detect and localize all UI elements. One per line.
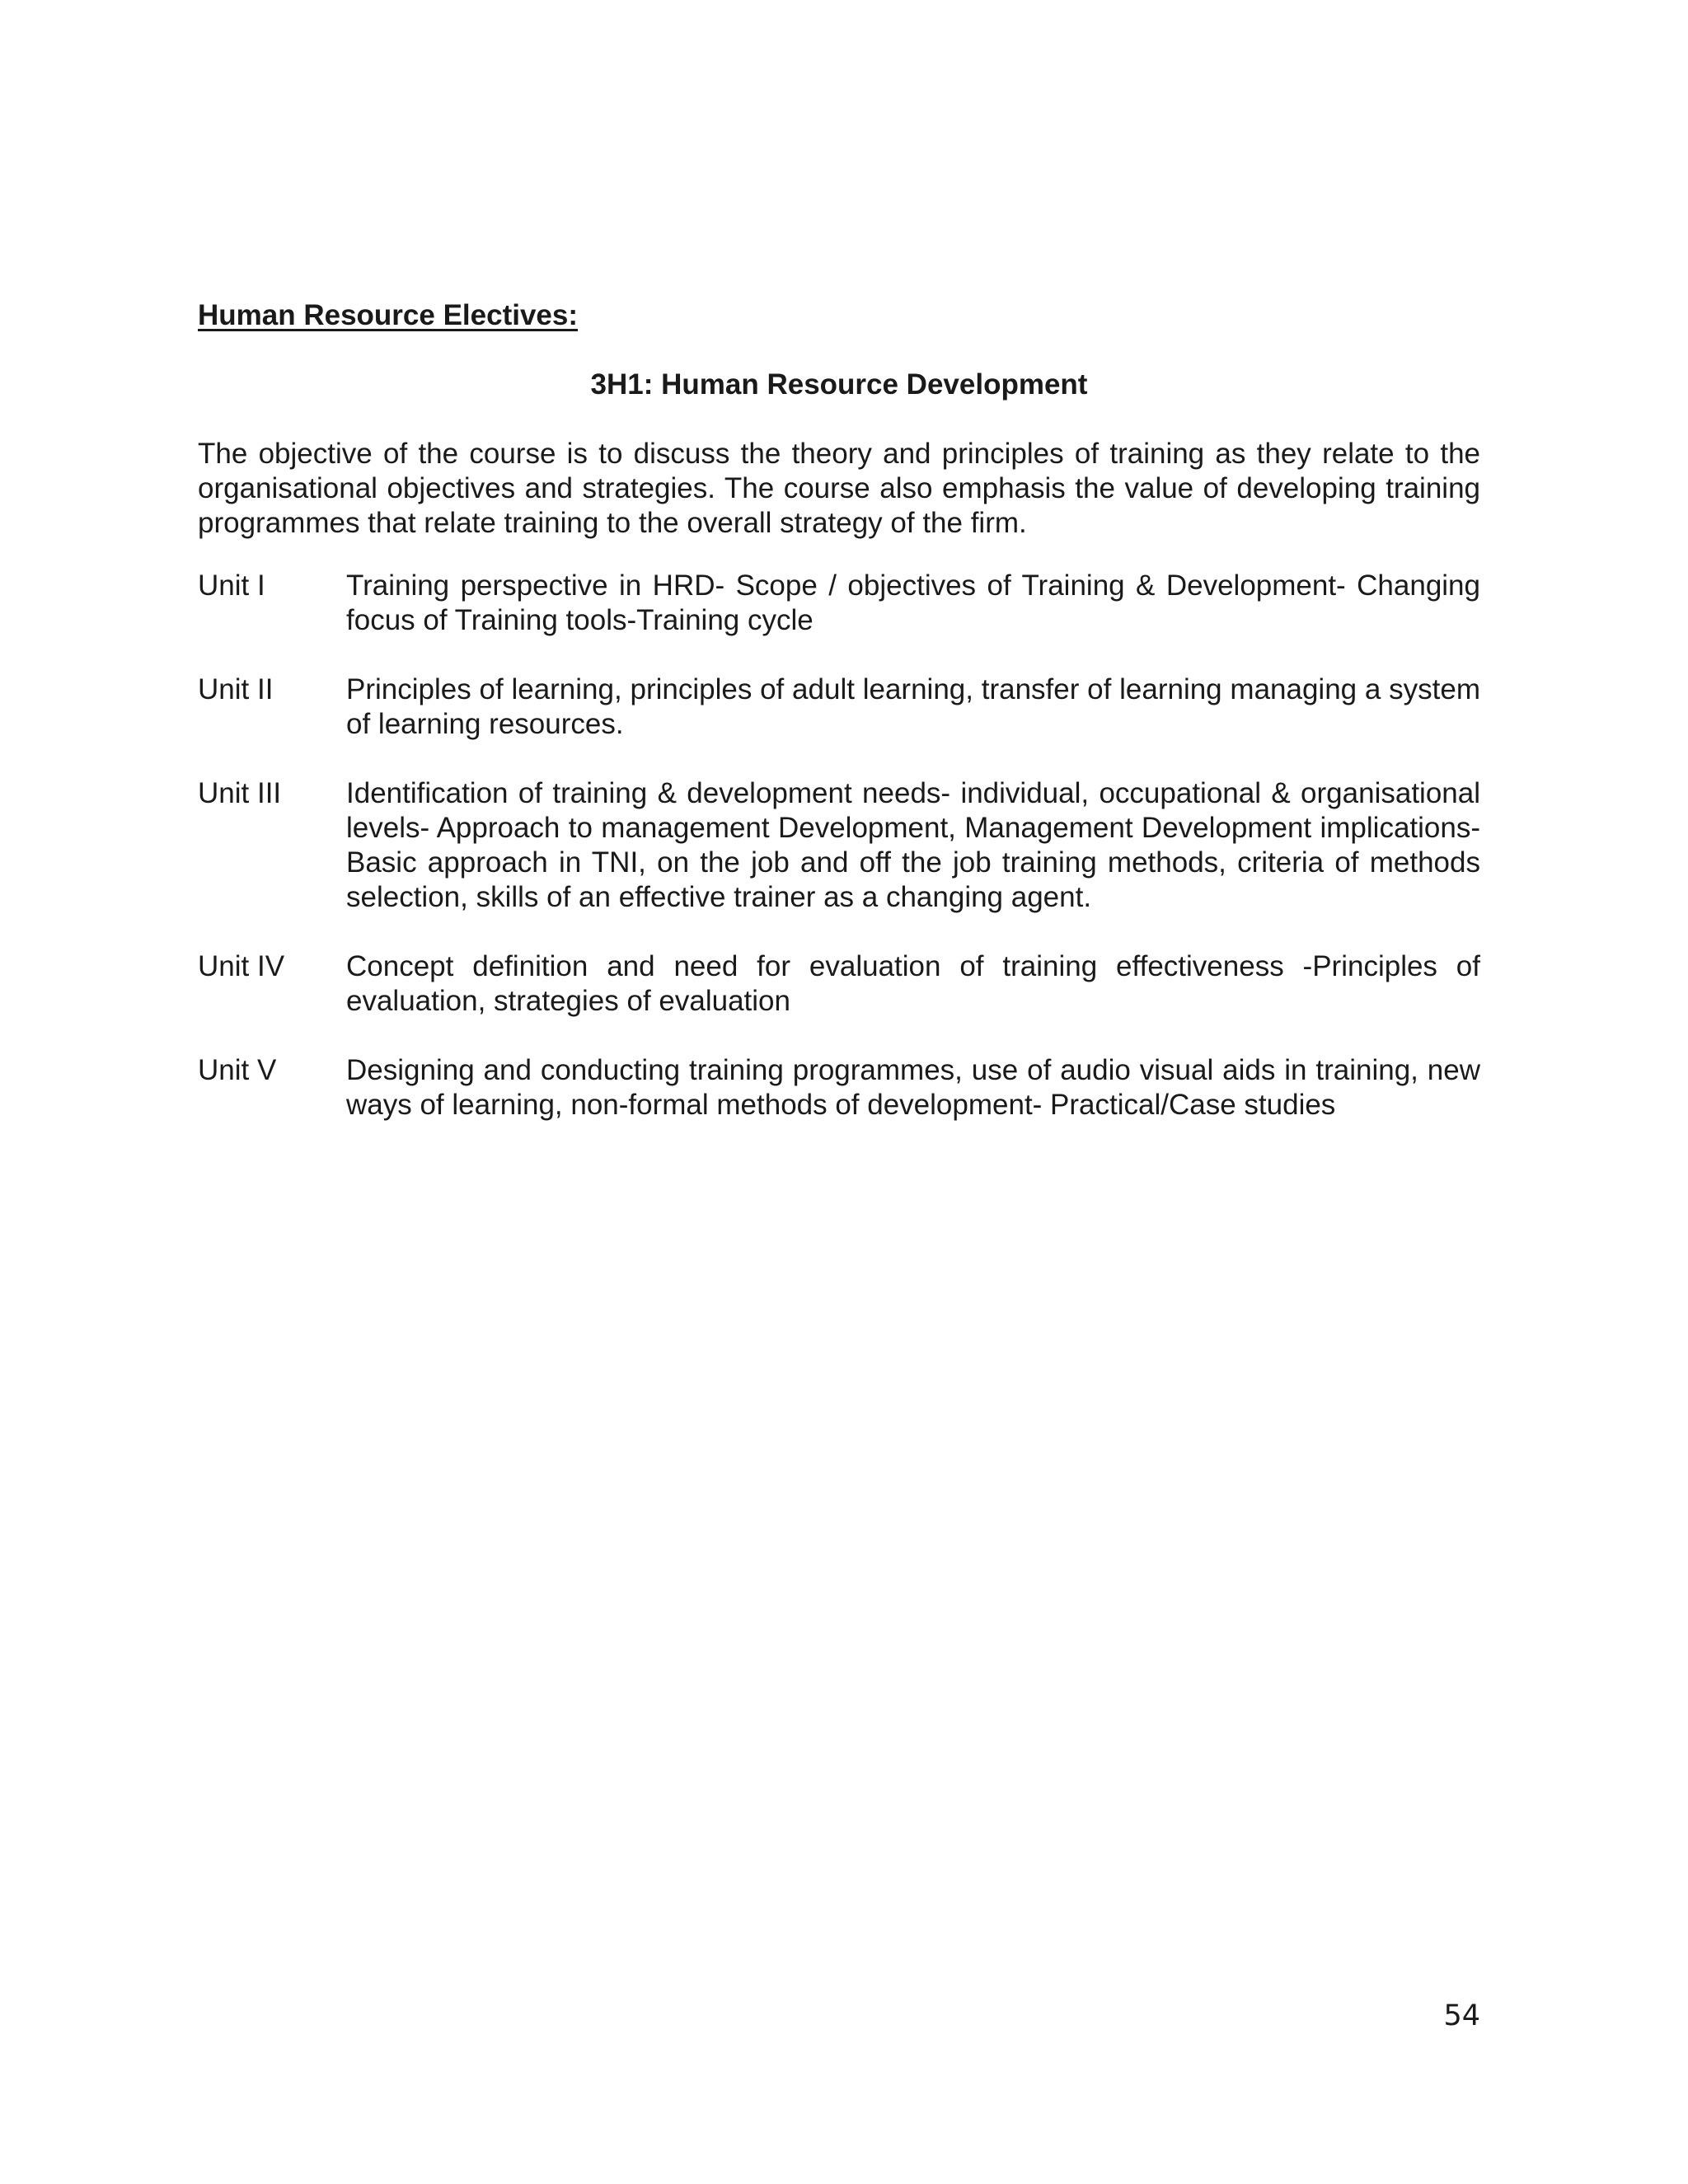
section-heading: Human Resource Electives:: [198, 299, 579, 331]
unit-label: Unit II: [198, 673, 274, 705]
unit-description: Identification of training & development needs- individual, occupational & organisational levels- Approach to management Development, Management Development implications- Basic approach in TNI, on the job and off the job training methods, criteria of methods selection, skills of an effective trainer as a changing agent.: [346, 777, 1480, 913]
unit-description: Training perspective in HRD- Scope / objectives of Training & Development- Changing focus of Training tools-Training cycle: [346, 569, 1480, 636]
course-objective: The objective of the course is to discuss the theory and principles of training as they relate to the organisational objectives and strategies. The course also emphasis the value of developing training programmes that relate training to the overall strategy of the firm.: [198, 438, 1480, 539]
unit-label: Unit V: [198, 1054, 277, 1086]
unit-list: [198, 569, 1480, 1157]
unit-item: [198, 776, 1480, 915]
unit-description: Concept definition and need for evaluation of training effectiveness -Principles of evaluation, strategies of evaluation: [346, 950, 1480, 1017]
unit-description: Principles of learning, principles of adult learning, transfer of learning managing a system of learning resources.: [346, 673, 1480, 740]
unit-item: [198, 569, 1480, 638]
unit-description: Designing and conducting training programmes, use of audio visual aids in training, new ways of learning, non-formal methods of development- Practical/Case studies: [346, 1054, 1480, 1121]
unit-item: [198, 1053, 1480, 1122]
unit-label: Unit III: [198, 777, 282, 809]
unit-label: Unit I: [198, 569, 265, 602]
unit-label: Unit IV: [198, 950, 285, 982]
course-title: 3H1: Human Resource Development: [590, 368, 1088, 401]
page-number: 54: [1443, 1999, 1480, 2032]
unit-item: [198, 949, 1480, 1019]
unit-item: [198, 673, 1480, 742]
